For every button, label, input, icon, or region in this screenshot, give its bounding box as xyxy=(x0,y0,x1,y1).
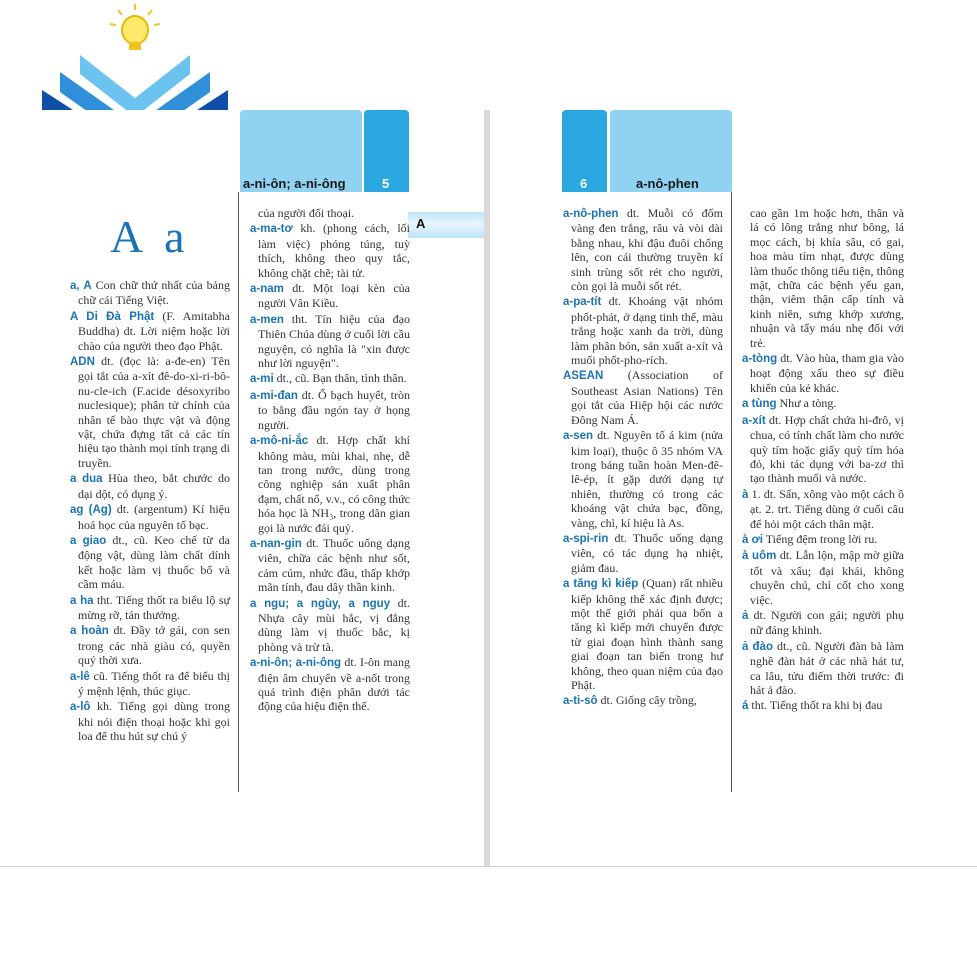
dictionary-entry xyxy=(70,699,230,743)
entry-headword: a-ti-sô xyxy=(563,695,598,708)
entry-definition: dt., cũ. Keo chế từ da động vật, dùng làm chất dính kết hoặc làm vị thuốc bổ và cầm máu. xyxy=(78,532,231,592)
entry-definition: dt. (argentum) Kí hiệu hoá học của nguyên tố bạc. xyxy=(78,502,230,532)
dictionary-entry xyxy=(742,639,904,698)
entry-headword: ADN xyxy=(70,356,95,369)
entry-definition: dt. Ổ bạch huyết, tròn to bằng đầu ngón tay ở họng người. xyxy=(258,387,410,432)
entry-definition: dt., cũ. Bạn thân, tình thân. xyxy=(273,371,407,386)
dictionary-entry xyxy=(250,281,410,311)
entry-definition: kh. Tiếng gọi dùng trong khi nói điện thoại hoặc khi gọi loa để thu hút sự chú ý xyxy=(78,699,230,744)
left-column-divider xyxy=(238,192,239,792)
entry-headword: a-tòng xyxy=(742,353,778,366)
left-page-column-1 xyxy=(70,278,230,745)
entry-headword: ag (Ag) xyxy=(70,504,112,517)
entry-headword: à uôm xyxy=(742,550,777,563)
entry-definition: dt. Nhựa cây mùi hắc, vị đắng dùng làm vị thuốc bắc, kị phòng và trừ tà. xyxy=(258,595,410,654)
entry-definition: Như a tòng. xyxy=(776,396,837,411)
entry-headword: a-nan-gin xyxy=(250,537,302,550)
page-bottom-edge xyxy=(0,866,977,867)
entry-headword: a-nam xyxy=(250,283,284,296)
dictionary-entry xyxy=(563,531,723,575)
entry-definition: Hùa theo, bắt chước do dại dột, có dụng ý. xyxy=(78,471,230,501)
section-letter-heading: A a xyxy=(110,211,191,262)
entry-definition: (Quan) rất nhiều kiếp không thể xác định được; một thế giới phải qua bốn a tăng kì kiếp mới chuyển được từ giai đoạn hình thành sang giai đoạn tan biến trong hư không, theo quan niệm của đạo Phật. xyxy=(571,576,723,692)
dictionary-entry xyxy=(742,532,904,547)
entry-definition: cũ. Tiếng thốt ra để biểu thị ý mệnh lệnh, thúc giục. xyxy=(78,668,230,698)
dictionary-entry xyxy=(70,502,230,532)
entry-headword: a-mi xyxy=(250,373,274,386)
entry-definition: tht. Tín hiệu của đạo Thiên Chúa dùng ở cuối lời cầu nguyện, có nghĩa là "xin được như lời nguyện". xyxy=(258,311,410,371)
entry-headword: a hoàn xyxy=(70,625,109,638)
dictionary-entry xyxy=(250,433,410,535)
left-page-column-2 xyxy=(250,206,410,715)
dictionary-entry xyxy=(563,428,723,530)
entry-headword: a-mi-đan xyxy=(250,389,298,402)
entry-headword: ả đào xyxy=(742,640,774,653)
entry-headword: à ơi xyxy=(742,533,763,546)
dictionary-entry xyxy=(70,471,230,501)
dictionary-entry xyxy=(250,312,410,371)
dictionary-entry xyxy=(742,413,904,486)
dictionary-entry xyxy=(742,608,904,638)
entry-headword: a-sen xyxy=(563,430,594,443)
entry-headword: a-mô-ni-ắc xyxy=(250,435,309,448)
entry-headword: a-spi-rin xyxy=(563,532,609,545)
dictionary-entry xyxy=(70,309,230,353)
letter-tab: A xyxy=(408,212,484,238)
dictionary-entry xyxy=(70,533,230,592)
entry-definition: dt. Một loại kèn của người Vân Kiều. xyxy=(258,281,410,311)
dictionary-entry xyxy=(70,623,230,667)
entry-definition: (F. Amitabha Buddha) dt. Lời niệm hoặc lời chào của người theo đạo Phật. xyxy=(78,308,230,353)
entry-definition: dt. I-ôn mang điện âm chuyển về a-nốt trong quá trình điện phân dưới tác động của hiệu điện thế. xyxy=(258,655,410,714)
entry-headword: a, A xyxy=(70,280,92,292)
entry-headword: ASEAN xyxy=(563,370,604,383)
entry-headword: a-nô-phen xyxy=(563,208,619,220)
dictionary-entry xyxy=(563,693,723,708)
dictionary-entry xyxy=(563,206,723,293)
entry-definition: dt. Hợp chất chứa hi-đrô, vị chua, có tính chất làm cho nước quỳ tím hoặc giấy quỳ tím hóa đỏ, khi tác dụng với ba-zơ thì tạo thành muối và nước. xyxy=(750,412,904,486)
entry-continuation: của người đối thoại. xyxy=(258,206,355,220)
entry-definition: dt. Muỗi có đốm vàng đen trắng, râu và vòi dài bằng nhau, khi đậu đuôi chổng lên, con cái thường truyền kí sinh trùng sốt rét cho người, còn gọi là muỗi sốt rét. xyxy=(571,206,723,294)
entry-definition: dt. (đọc là: a-đe-en) Tên gọi tắt của a-xít đê-do-xi-ri-bô-nu-cle-ich (F.acide désoxyribo nuclesique); phân tử chính của nhân tế bào thực vật và động vật, chứa đựng tất cả các tín hiệu tạo thành mọi tính trạng di truyền. xyxy=(78,354,230,470)
entry-headword: a dua xyxy=(70,473,103,486)
entry-definition: dt. Thuốc uống dạng viên, có tác dụng hạ nhiệt, giảm đau. xyxy=(571,530,723,575)
entry-definition: dt. Nguyên tố á kim (nửa kim loại), thuộc ô 35 nhóm VA trong bảng tuần hoàn Men-đê-lê-ép, ít gặp dưới dạng tự nhiên, thường có trong các khoáng vật chứa bạc, đồng, vàng, chì, kí hiệu là As. xyxy=(571,428,723,530)
entry-definition: dt. Thuốc uống dạng viên, chữa các bệnh như sốt, cảm cúm, nhức đầu, thấp khớp mãn tính, đau dây thần kinh. xyxy=(258,535,410,595)
dictionary-entry xyxy=(563,294,723,367)
dictionary-entry xyxy=(250,221,410,280)
dictionary-entry xyxy=(742,351,904,395)
dictionary-entry xyxy=(70,354,230,470)
dictionary-entry xyxy=(563,368,723,427)
dictionary-entry xyxy=(250,596,410,655)
entry-headword: ả xyxy=(742,609,749,622)
entry-definition: dt., cũ. Người đàn bà làm nghề đàn hát ở các nhà hát tư, ca lâu, tửu điếm thời trước: đi hát ả đào. xyxy=(750,638,904,697)
right-page-column-1 xyxy=(563,206,723,710)
dictionary-entry xyxy=(742,487,904,531)
entry-continuation: cao gần 1m hoặc hơn, thân và lá có lông trắng như bông, lá mọc cách, bị khía sâu, có gai, hoa màu tím nhạt, được dùng làm thuốc thông tiểu tiện, thông mật, chữa các bệnh yếu gan, thận, viêm thận cấp tính và kinh niên, sưng khớp xương, nhuận và tẩy máu nhẹ đối với trẻ. xyxy=(750,206,904,350)
entry-headword: a tăng kì kiếp xyxy=(563,578,639,591)
right-page-number: 6 xyxy=(580,176,588,191)
right-running-head: a-nô-phen xyxy=(636,176,699,191)
dictionary-entry xyxy=(250,371,410,386)
entry-definition: (Association of Southeast Asian Nations) Tên gọi tắt của Hiệp hội các nước Đông Nam Á. xyxy=(571,368,723,427)
entry-headword: A Di Đà Phật xyxy=(70,310,155,323)
entry-definition: 1. dt. Sấn, xông vào một cách ồ ạt. 2. trt. Tiếng dùng ở cuối câu để hỏi một cách thân mật. xyxy=(748,486,904,531)
entry-headword: a ha xyxy=(70,594,94,607)
entry-definition: tht. Tiếng thốt ra biểu lộ sự mừng rỡ, tán thưởng. xyxy=(78,592,230,622)
left-running-head: a-ni-ôn; a-ni-ông xyxy=(243,176,346,191)
entry-definition: dt. Người con gái; người phụ nữ đáng khinh. xyxy=(748,607,904,638)
dictionary-entry xyxy=(70,669,230,699)
entry-headword: a-ma-tơ xyxy=(250,223,293,236)
dictionary-entry xyxy=(250,388,410,432)
entry-definition: kh. (phong cách, lối làm việc) phóng túng, tuỳ thích, không theo quy tắc, không chặt chẽ; tài tử. xyxy=(258,221,410,280)
entry-headword: a giao xyxy=(70,534,107,547)
entry-headword: a-men xyxy=(250,313,284,326)
entry-headword: a tùng xyxy=(742,398,777,411)
right-page-column-2 xyxy=(742,206,904,715)
entry-definition: dt. Vào hùa, tham gia vào hoạt động xấu theo sự điều khiển của kẻ khác. xyxy=(750,351,904,395)
entry-definition: tht. Tiếng thốt ra khi bị đau xyxy=(748,698,883,713)
entry-definition: dt. Đầy tớ gái, con sen trong các nhà giàu có, quyền quý thời xưa. xyxy=(78,623,231,668)
entry-headword: à xyxy=(742,488,749,501)
entry-headword: a-lê xyxy=(70,670,90,683)
dictionary-entry xyxy=(742,698,904,713)
entry-definition: Con chữ thứ nhất của bảng chữ cái Tiếng Việt. xyxy=(78,278,230,308)
entry-definition: dt. Lẫn lộn, mập mờ giữa tốt và xấu; đại khái, không chuyên chú, chỉ cốt cho xong việc. xyxy=(750,548,904,607)
entry-definition: dt. Giống cây trồng, xyxy=(597,693,697,708)
entry-definition: Tiếng đệm trong lời ru. xyxy=(762,531,878,546)
dictionary-entry xyxy=(742,396,904,411)
right-column-divider xyxy=(731,192,732,792)
entry-definition: dt. Hợp chất khí không màu, mùi khai, nhẹ, dễ tan trong nước, dùng trong công nghiệp sản xuất phân đạm, chất nổ, v.v., có công thức hóa học là NH₃, trong dân gian gọi là nước đái quỷ. xyxy=(258,433,410,535)
entry-headword: a-ni-ôn; a-ni-ông xyxy=(250,657,342,670)
entry-headword: a-pa-tít xyxy=(563,296,602,309)
entry-headword: á xyxy=(742,700,749,713)
entry-headword: a ngu; a ngùy, a nguy xyxy=(250,597,391,610)
entry-headword: a-xít xyxy=(742,414,766,427)
dictionary-entry xyxy=(563,576,723,692)
entry-headword: a-lô xyxy=(70,701,91,714)
left-page-number: 5 xyxy=(382,176,390,191)
entry-definition: dt. Khoáng vật nhóm phốt-phát, ở dạng tinh thể, màu trắng hoặc xanh da trời, dùng làm phân bón, sản xuất a-xít và muối phốt-pho-rích. xyxy=(571,294,723,368)
dictionary-entry xyxy=(250,655,410,714)
dictionary-entry xyxy=(250,536,410,595)
dictionary-entry xyxy=(742,548,904,607)
dictionary-entry xyxy=(70,593,230,623)
dictionary-entry xyxy=(70,278,230,308)
